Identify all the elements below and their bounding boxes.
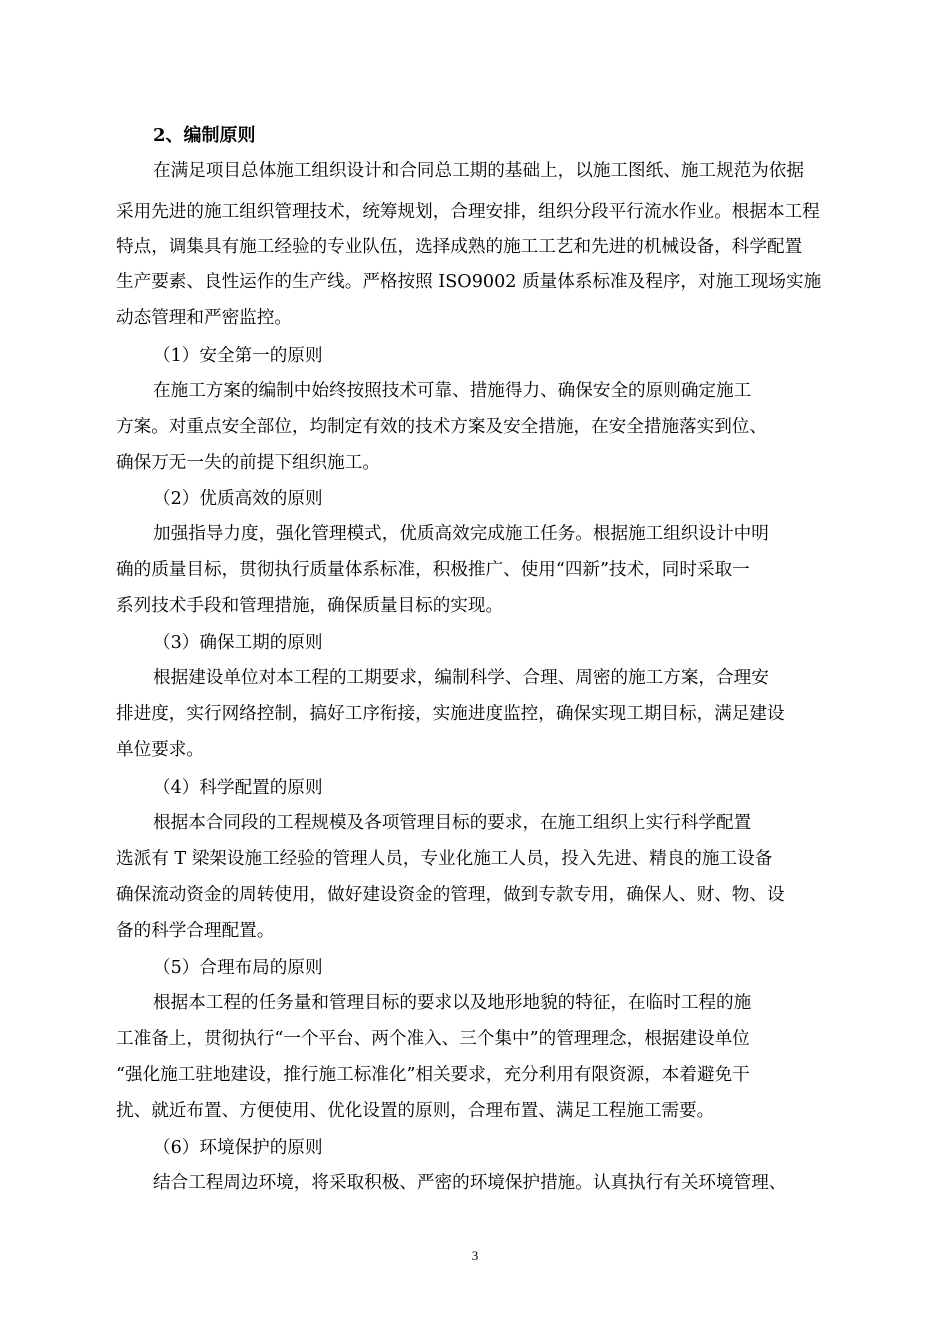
principle-line: 结合工程周边环境，将采取积极、严密的环境保护措施。认真执行有关环境管理、 — [153, 1173, 787, 1193]
principle-line: “强化施工驻地建设，推行施工标准化”相关要求，充分利用有限资源，本着避免干 — [116, 1065, 750, 1085]
principle-heading: （1）安全第一的原则 — [153, 346, 323, 366]
intro-line: 采用先进的施工组织管理技术，统筹规划，合理安排，组织分段平行流水作业。根据本工程 — [116, 202, 820, 222]
principle-line: 选派有 T 梁架设施工经验的管理人员，专业化施工人员，投入先进、精良的施工设备 — [116, 849, 773, 869]
intro-line: 动态管理和严密监控。 — [116, 308, 292, 328]
principle-line: 单位要求。 — [116, 740, 204, 760]
principle-line: 方案。对重点安全部位，均制定有效的技术方案及安全措施，在安全措施落实到位、 — [116, 417, 767, 437]
intro-line: 生产要素、良性运作的生产线。严格按照 ISO9002 质量体系标准及程序，对施工现场实施 — [116, 272, 822, 292]
principle-heading: （2）优质高效的原则 — [153, 489, 323, 509]
principle-heading: （4）科学配置的原则 — [153, 778, 323, 798]
principle-line: 确保流动资金的周转使用，做好建设资金的管理，做到专款专用，确保人、财、物、设 — [116, 885, 785, 905]
principle-line: 排进度，实行网络控制，搞好工序衔接，实施进度监控，确保实现工期目标，满足建设 — [116, 704, 785, 724]
principle-heading: （6）环境保护的原则 — [153, 1138, 323, 1158]
principle-line: 根据本工程的任务量和管理目标的要求以及地形地貌的特征，在临时工程的施 — [153, 993, 752, 1013]
principle-line: 加强指导力度，强化管理模式，优质高效完成施工任务。根据施工组织设计中明 — [153, 524, 769, 544]
page-number: 3 — [471, 1248, 479, 1263]
principle-line: 系列技术手段和管理措施，确保质量目标的实现。 — [116, 596, 504, 616]
intro-line: 特点，调集具有施工经验的专业队伍，选择成熟的施工工艺和先进的机械设备，科学配置 — [116, 237, 803, 257]
principle-heading: （3）确保工期的原则 — [153, 633, 323, 653]
principle-line: 确保万无一失的前提下组织施工。 — [116, 453, 380, 473]
principle-heading: （5）合理布局的原则 — [153, 958, 323, 978]
principle-line: 备的科学合理配置。 — [116, 921, 275, 941]
section-heading: 2、编制原则 — [153, 125, 256, 146]
principle-line: 根据建设单位对本工程的工期要求，编制科学、合理、周密的施工方案，合理安 — [153, 668, 769, 688]
principle-line: 扰、就近布置、方便使用、优化设置的原则，合理布置、满足工程施工需要。 — [116, 1101, 715, 1121]
principle-line: 确的质量目标，贯彻执行质量体系标准，积极推广、使用“四新”技术，同时采取一 — [116, 560, 750, 580]
principle-line: 根据本合同段的工程规模及各项管理目标的要求，在施工组织上实行科学配置 — [153, 813, 752, 833]
principle-line: 在施工方案的编制中始终按照技术可靠、措施得力、确保安全的原则确定施工 — [153, 381, 752, 401]
intro-line: 在满足项目总体施工组织设计和合同总工期的基础上，以施工图纸、施工规范为依据 — [153, 161, 804, 181]
principle-line: 工准备上，贯彻执行“一个平台、两个准入、三个集中”的管理理念，根据建设单位 — [116, 1029, 750, 1049]
